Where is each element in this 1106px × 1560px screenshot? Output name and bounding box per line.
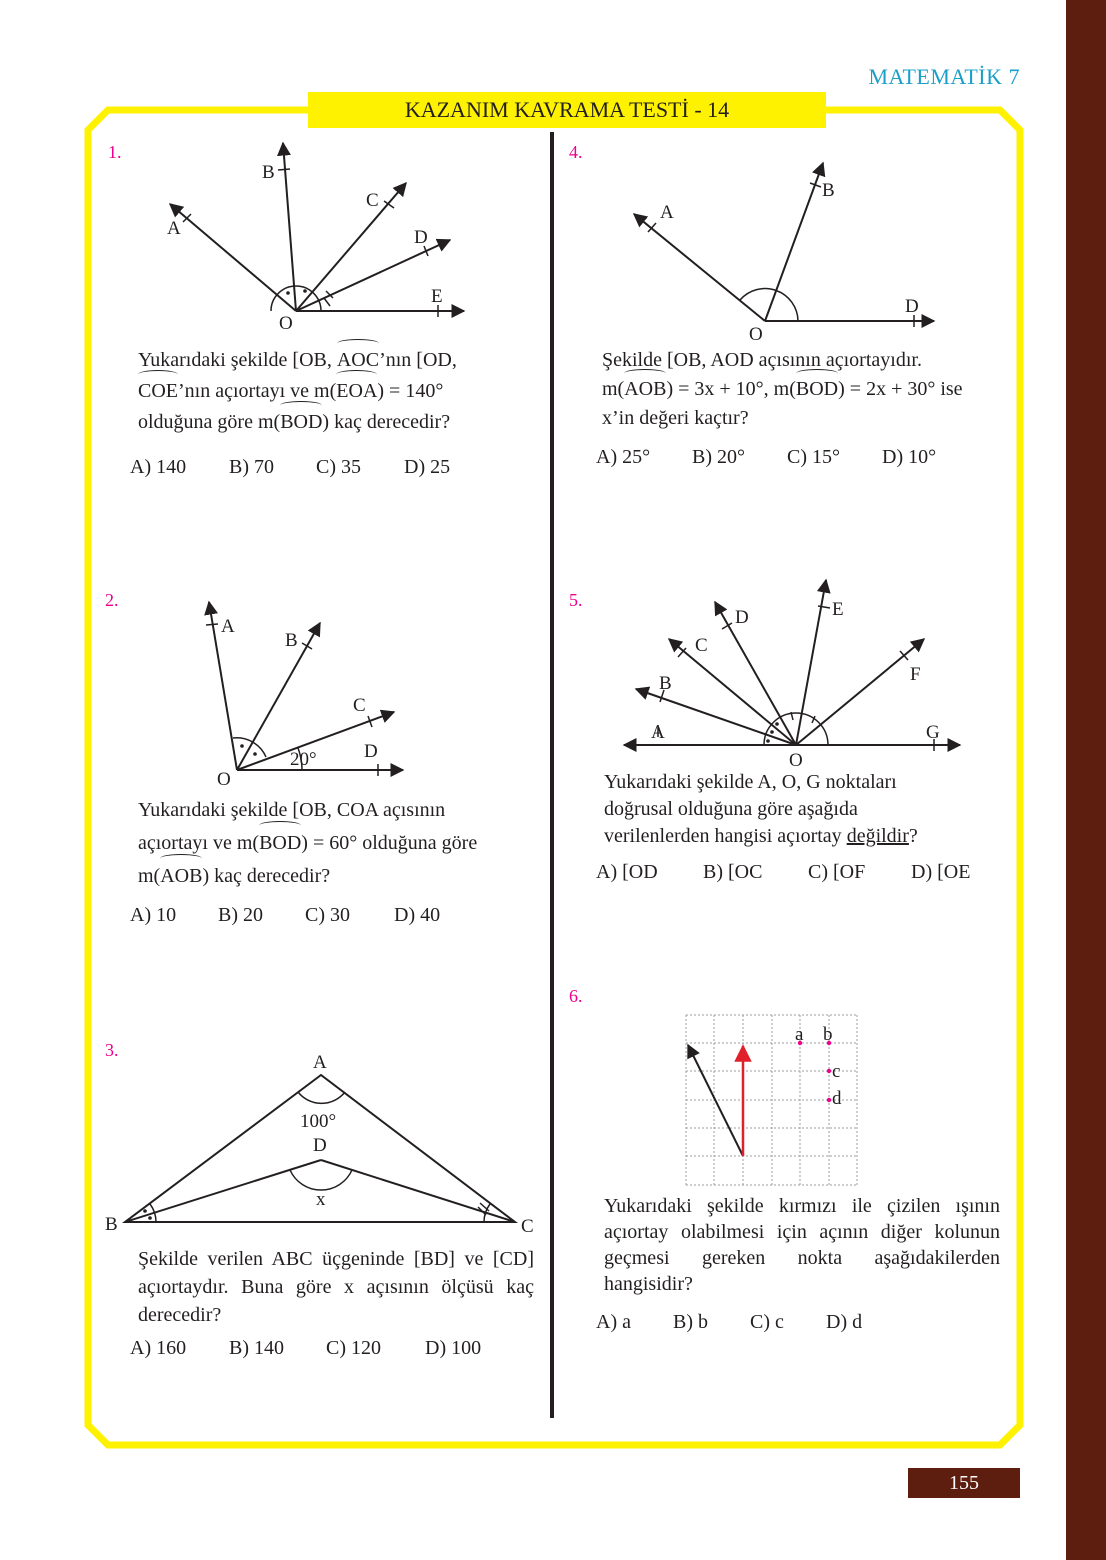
q3-label-a: A [313, 1052, 327, 1073]
q4-line2-c: ) = 2x + 30° ise [838, 378, 963, 400]
q3-label-x: x [316, 1189, 326, 1210]
q5-label-a: A [651, 722, 665, 743]
q2-option-b[interactable]: B) 20 [218, 904, 263, 926]
q1-text [138, 345, 538, 438]
q4-number: 4. [569, 142, 583, 162]
q2-line3-b: ) kaç derecedir? [202, 865, 331, 887]
q5-option-c[interactable]: C) [OF [808, 861, 866, 883]
q2-label-angle: 20° [290, 749, 317, 770]
q4-option-a[interactable]: A) 25° [596, 446, 651, 468]
q4-label-b: B [822, 180, 835, 201]
q1-option-b[interactable]: B) 70 [229, 456, 274, 478]
q1-line1-b: ’nın [OD, [379, 349, 457, 371]
q1-arc-coe: COE [138, 376, 178, 407]
q4-ray-oa [634, 214, 765, 321]
q1-arc-eoa: EOA [336, 376, 377, 407]
test-title: KAZANIM KAVRAMA TESTİ - 14 [308, 92, 826, 128]
q4-label-d: D [905, 296, 919, 317]
q4-label-o: O [749, 324, 763, 345]
q5-ray-of [796, 639, 924, 745]
q5-label-d: D [735, 607, 749, 628]
q3-label-d: D [313, 1135, 327, 1156]
q6-number: 6. [569, 986, 583, 1006]
q2-option-c[interactable]: C) 30 [305, 904, 350, 926]
q2-line1: Yukarıdaki şekilde [OB, COA açısının [138, 799, 446, 821]
q5-number: 5. [569, 590, 583, 610]
q1-line2-b: ’nın açıortayı ve m( [178, 380, 337, 402]
q1-arc-aoc: AOC [337, 345, 379, 376]
q2-label-b: B [285, 630, 298, 651]
column-divider [550, 132, 554, 1418]
q3-label-angle-a: 100° [300, 1111, 337, 1132]
q2-line3-a: m( [138, 865, 161, 887]
q6-option-b[interactable]: B) b [673, 1311, 708, 1333]
q2-figure [195, 595, 415, 790]
q4-options [596, 446, 936, 469]
q1-line3-b: ) kaç derecedir? [322, 411, 451, 433]
q4-figure [620, 155, 950, 345]
q5-text [604, 769, 1024, 850]
q5-label-e: E [832, 599, 844, 620]
q3-figure [100, 1045, 545, 1240]
q3-option-c[interactable]: C) 120 [326, 1337, 381, 1359]
q6-point-d [827, 1098, 831, 1102]
q5-line3-a: verilenlerden hangisi açıortay [604, 825, 847, 847]
q1-number: 1. [108, 142, 122, 162]
q1-arc-bod: BOD [280, 407, 322, 438]
q6-point-c [827, 1069, 831, 1073]
q6-option-c[interactable]: C) c [750, 1311, 784, 1333]
q1-options [130, 456, 450, 479]
q6-text: Yukarıdaki şekilde kırmızı ile çizilen ışının açıortay olabilmesi için açının diğer kolunun geçmesi gereken nokta aşağıdakilerden hangisidir? [604, 1195, 1000, 1295]
q6-label-c: c [832, 1061, 841, 1082]
q1-line1-a: Yukarıdaki şekilde [OB, [138, 349, 337, 371]
q5-line2: doğrusal olduğuna göre aşağıda [604, 798, 858, 820]
q2-label-o: O [217, 769, 231, 790]
q2-option-d[interactable]: D) 40 [394, 904, 441, 926]
q3-options [130, 1337, 481, 1360]
q1-label-e: E [431, 286, 443, 307]
q1-label-o: O [279, 313, 293, 334]
q1-label-a: A [167, 218, 181, 239]
q5-line3-underlined: değildir [846, 825, 909, 847]
q5-label-o: O [789, 750, 803, 771]
q5-label-c: C [695, 635, 708, 656]
q1-label-c: C [366, 190, 379, 211]
q1-label-b: B [262, 162, 275, 183]
q2-arc-bod: BOD [259, 827, 301, 860]
q4-label-a: A [660, 202, 674, 223]
q3-text: Şekilde verilen ABC üçgeninde [BD] ve [CD] açıortaydır. Buna göre x açısının ölçüsü kaç derecedir? [138, 1248, 534, 1326]
q1-figure [150, 140, 490, 340]
q3-label-c: C [521, 1216, 534, 1237]
q4-arc-bod: BOD [796, 375, 838, 404]
q6-option-d[interactable]: D) d [826, 1311, 863, 1333]
q1-option-a[interactable]: A) 140 [130, 456, 187, 478]
q3-option-b[interactable]: B) 140 [229, 1337, 284, 1359]
q2-ray-ob [237, 623, 320, 770]
q4-option-c[interactable]: C) 15° [787, 446, 840, 468]
q3-option-a[interactable]: A) 160 [130, 1337, 187, 1359]
q2-number: 2. [105, 590, 119, 610]
q5-label-b: B [659, 673, 672, 694]
q5-option-d[interactable]: D) [OE [911, 861, 971, 883]
q5-line3-b: ? [908, 825, 918, 847]
q4-option-b[interactable]: B) 20° [692, 446, 745, 468]
q2-arc-aob: AOB [160, 860, 202, 893]
q2-label-d: D [364, 741, 378, 762]
q5-label-g: G [926, 722, 940, 743]
q6-figure [680, 1010, 865, 1190]
q6-label-b: b [823, 1024, 833, 1045]
q6-option-a[interactable]: A) a [596, 1311, 631, 1333]
q4-ray-ob [765, 163, 823, 321]
q6-options [596, 1311, 862, 1334]
q3-label-b: B [105, 1214, 118, 1235]
q6-label-d: d [832, 1088, 842, 1109]
subject-header: MATEMATİK 7 [868, 64, 1020, 89]
q2-option-a[interactable]: A) 10 [130, 904, 177, 926]
q2-line2-a: açıortayı ve m( [138, 832, 260, 854]
q4-line2-b: ) = 3x + 10°, m( [666, 378, 796, 400]
q5-option-b[interactable]: B) [OC [703, 861, 763, 883]
q3-number: 3. [105, 1040, 119, 1060]
q5-figure [615, 575, 970, 775]
q2-label-a: A [221, 616, 235, 637]
q1-option-d[interactable]: D) 25 [404, 456, 451, 478]
q6-label-a: a [795, 1024, 804, 1045]
q5-options [596, 861, 970, 884]
q5-ray-oe [796, 580, 826, 745]
q2-label-c: C [353, 695, 366, 716]
q4-line1: Şekilde [OB, AOD açısının açıortayıdır. [602, 349, 922, 371]
q5-line1: Yukarıdaki şekilde A, O, G noktaları [604, 771, 897, 793]
q5-label-f: F [910, 664, 921, 685]
q2-line2-b: ) = 60° olduğuna göre [301, 832, 478, 854]
q5-option-a[interactable]: A) [OD [596, 861, 658, 883]
q5-ray-oc [669, 639, 796, 745]
q2-options [130, 904, 440, 927]
q3-option-d[interactable]: D) 100 [425, 1337, 482, 1359]
q2-text [138, 794, 538, 893]
q4-arc-aob: AOB [624, 375, 666, 404]
page-number: 155 [908, 1468, 1020, 1498]
q5-ray-od [715, 602, 796, 745]
q1-label-d: D [414, 227, 428, 248]
q1-option-c[interactable]: C) 35 [316, 456, 361, 478]
q4-text [602, 346, 1022, 433]
q1-line2-c: ) = 140° [377, 380, 444, 402]
q4-line2-a: m( [602, 378, 625, 400]
q4-line3: x’in değeri kaçtır? [602, 407, 749, 429]
q4-option-d[interactable]: D) 10° [882, 446, 937, 468]
q1-line3-a: olduğuna göre m( [138, 411, 281, 433]
